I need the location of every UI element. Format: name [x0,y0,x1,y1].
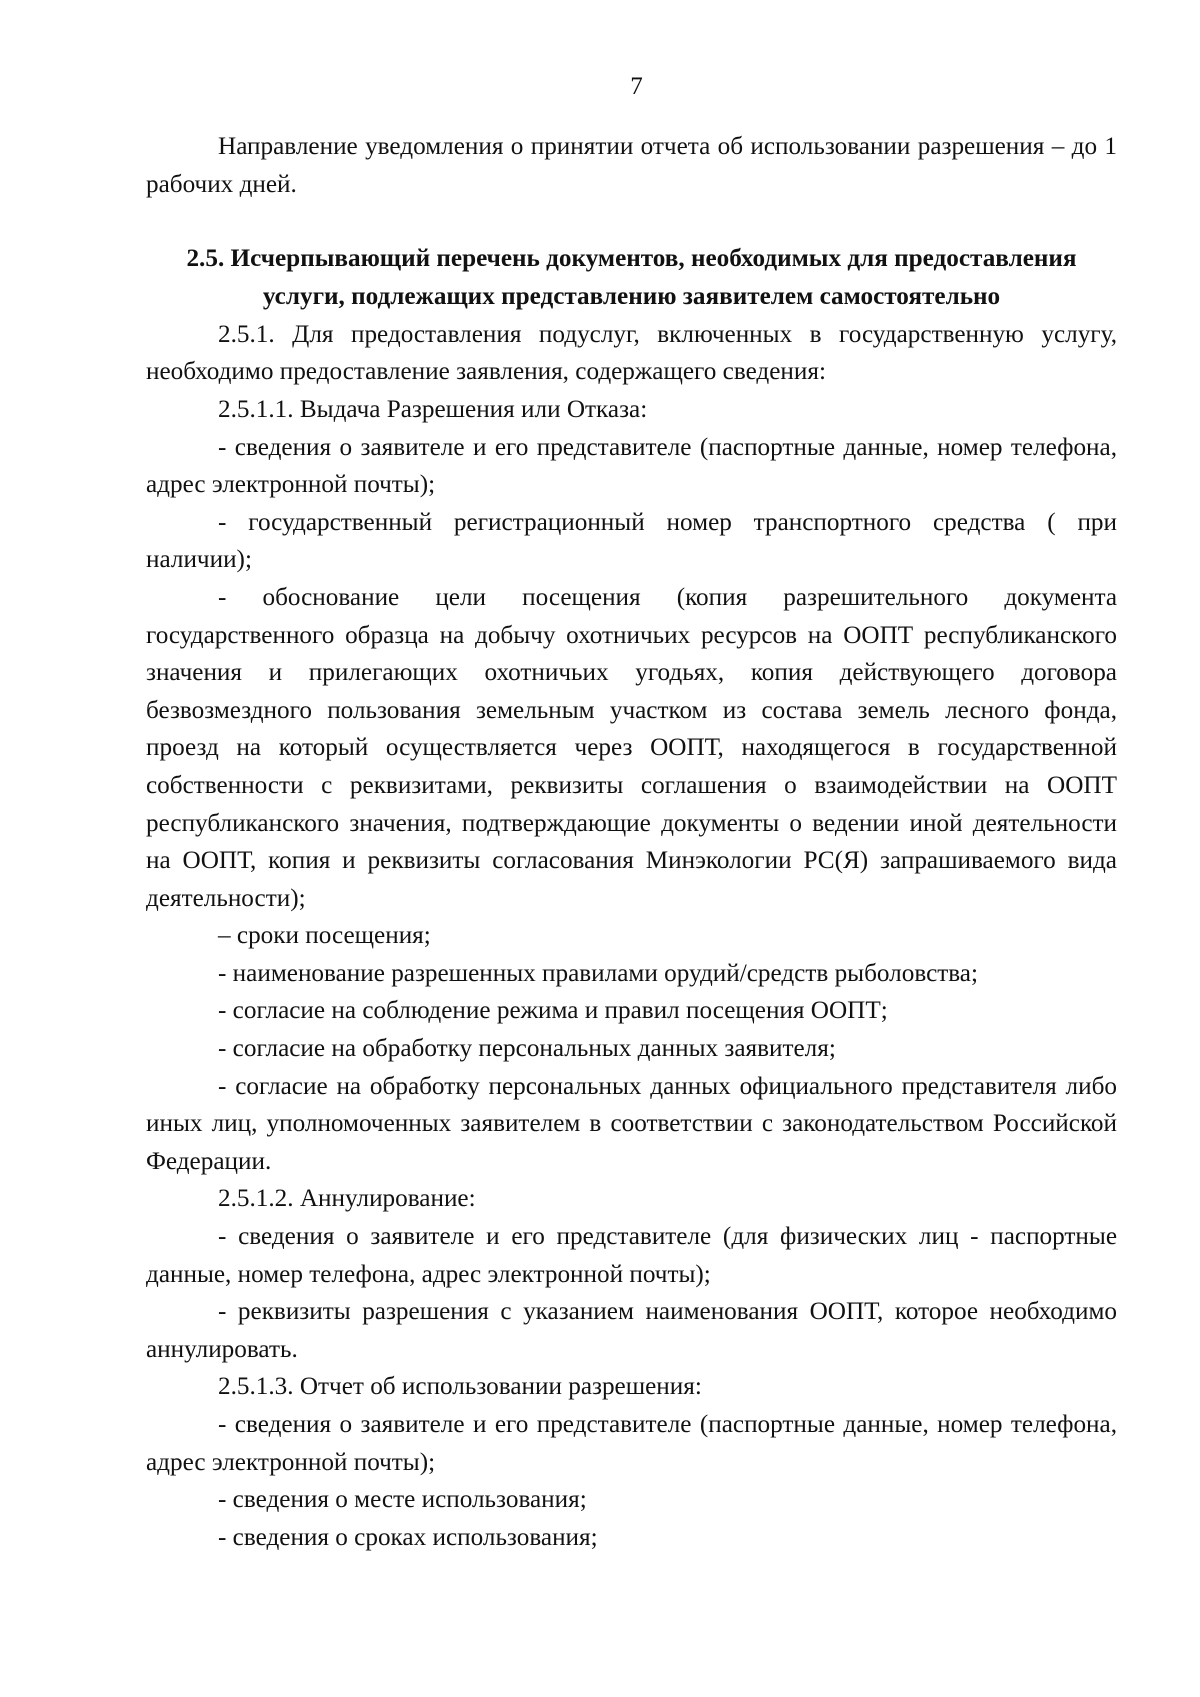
paragraph-2-5-1-3: 2.5.1.3. Отчет об использовании разрешения: [218,1373,702,1401]
list-item-representative-data-consent: - согласие на обработку персональных данных официального представителя либо иных лиц, уполномоченных заявителем в соответствии с законодательством Российской Федерации. [146,1072,1117,1175]
list-item-fishing-gear: - наименование разрешенных правилами орудий/средств рыболовства; [218,959,978,987]
list-item-report-applicant-info: - сведения о заявителе и его представителе (паспортные данные, номер телефона, адрес электронной почты); [146,1411,1117,1476]
list-item-report-place: - сведения о месте использования; [218,1486,587,1514]
list-item-vehicle-number: - государственный регистрационный номер транспортного средства ( при наличии); [146,508,1117,574]
paragraph-2-5-1: 2.5.1. Для предоставления подуслуг, включенных в государственную услугу, необходимо предоставление заявления, содержащего сведения: [146,320,1117,386]
list-item-report-dates: - сведения о сроках использования; [218,1523,598,1551]
list-item-annul-applicant-info: - сведения о заявителе и его представителе (для физических лиц - паспортные данные, номер телефона, адрес электронной почты); [146,1223,1117,1288]
list-item-visit-justification: - обоснование цели посещения (копия разрешительного документа государственного образца на добычу охотничьих ресурсов на ООПТ республиканского значения и прилегающих охотничьих угодьях, копия действующего договора безвозмездного пользования земельным участком из состава земель лесного фонда, проезд на который осуществляется через ООПТ, находящегося в государственной собственности с реквизитами, реквизиты соглашения о взаимодействии на ООПТ республиканского значения, подтверждающие документы о ведении иной деятельности на ООПТ, копия и реквизиты согласования Минэкологии РС(Я) запрашиваемого вида деятельности); [146,583,1117,912]
list-item-rules-consent: - согласие на соблюдение режима и правил посещения ООПТ; [218,997,888,1025]
list-item-annul-permit-details: - реквизиты разрешения с указанием наименования ООПТ, которое необходимо аннулировать. [146,1298,1117,1363]
list-item-applicant-info: - сведения о заявителе и его представителе (паспортные данные, номер телефона, адрес электронной почты); [146,433,1117,499]
paragraph-2-5-1-1: 2.5.1.1. Выдача Разрешения или Отказа: [218,395,648,423]
section-heading: 2.5. Исчерпывающий перечень документов, необходимых для предоставления услуги, подлежащих представлению заявителем самостоятельно [186,245,1077,310]
list-item-visit-dates: – сроки посещения; [218,922,431,950]
paragraph-2-5-1-2: 2.5.1.2. Аннулирование: [218,1185,476,1213]
list-item-personal-data-consent: - согласие на обработку персональных данных заявителя; [218,1035,836,1063]
intro-paragraph: Направление уведомления о принятии отчета об использовании разрешения – до 1 рабочих дней. [146,133,1117,198]
page-number: 7 [630,73,643,100]
